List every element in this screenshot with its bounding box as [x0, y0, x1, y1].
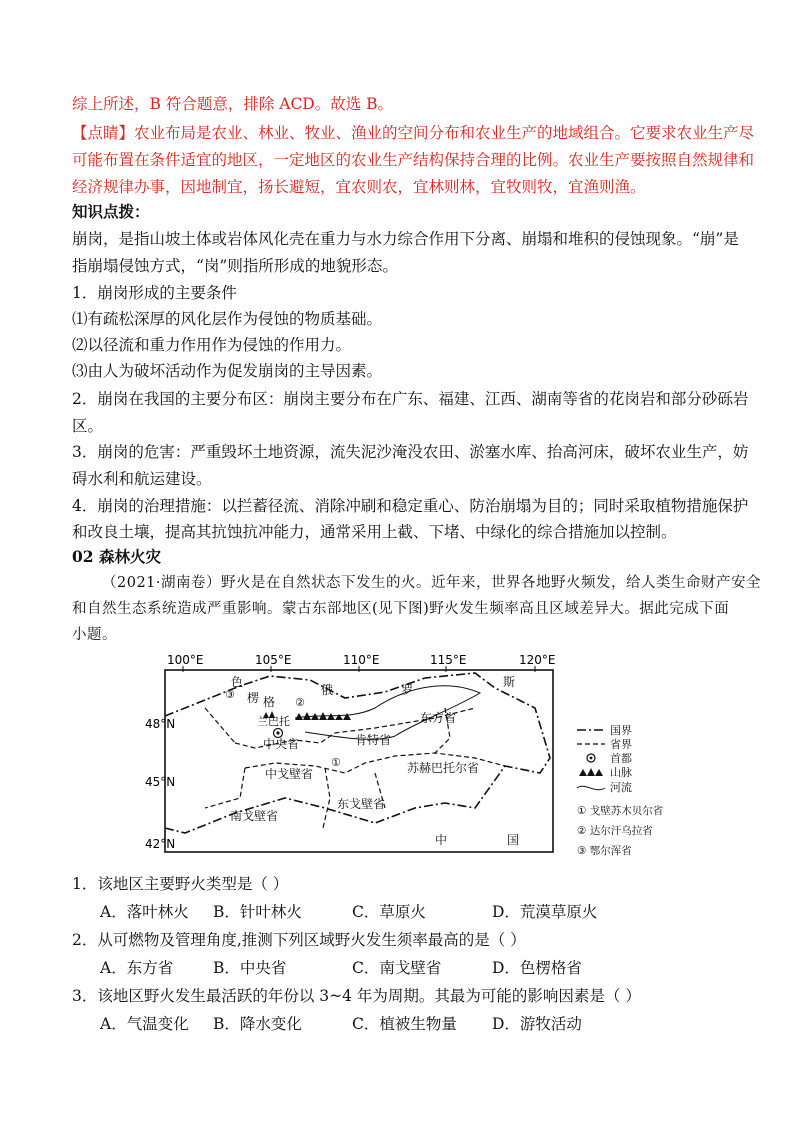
question-option[interactable]: A．落叶林火 — [100, 903, 189, 921]
question-option[interactable]: B．中央省 — [213, 959, 287, 977]
lon-label: 115°E — [430, 653, 467, 667]
question-option[interactable]: D．色楞格省 — [492, 959, 582, 977]
region-label: ① — [331, 756, 341, 769]
region-label: 斯 — [503, 675, 516, 689]
region-label: 罗 — [401, 683, 414, 697]
question-stem: 3．该地区野火发生最活跃的年份以 3~4 年为周期。其最为可能的影响因素是（ ） — [72, 987, 641, 1005]
legend-label: 省界 — [610, 738, 632, 751]
paragraph-line: 1．崩岗形成的主要条件 — [72, 284, 237, 302]
legend-label: 国界 — [610, 724, 632, 737]
question-option[interactable]: D．游牧活动 — [492, 1015, 582, 1033]
question-intro: （2021·湖南卷）野火是在自然状态下发生的火。近年来，世界各地野火频发，给人类生命财产安全 — [102, 575, 762, 591]
region-label: 格 — [263, 695, 276, 709]
question-stem: 1．该地区主要野火类型是（ ） — [72, 875, 289, 893]
river-icon — [577, 786, 605, 789]
lon-label: 120°E — [519, 653, 556, 667]
question-option[interactable]: C．草原火 — [352, 903, 426, 921]
question-option[interactable]: A．气温变化 — [100, 1015, 189, 1033]
region-label: 中 — [435, 833, 448, 847]
lat-label: 48°N — [145, 717, 176, 731]
region-label: 中戈壁省 — [265, 767, 314, 781]
legend-note: ② 达尔汗乌拉省 — [577, 825, 653, 837]
region-label: 兰巴托 — [257, 715, 290, 728]
mountain-icon — [579, 768, 603, 776]
region-label: 肯特省 — [355, 733, 392, 747]
tips-line-2: 可能布置在条件适宜的地区，一定地区的农业生产结构保持合理的比例。农业生产要按照自然规律和 — [72, 151, 755, 169]
lon-label: 105°E — [255, 653, 292, 667]
tips-line-1: 【点睛】农业布局是农业、林业、牧业、渔业的空间分布和农业生产的地域组合。它要求农业生产尽 — [72, 124, 755, 142]
lat-label: 42°N — [145, 837, 176, 851]
answer-conclusion: 综上所述，B 符合题意，排除 ACD。故选 B。 — [72, 95, 394, 113]
lon-label: 110°E — [343, 653, 380, 667]
map-legend — [577, 724, 664, 857]
legend-label: 河流 — [610, 781, 632, 794]
legend-note: ① 戈壁苏木贝尔省 — [577, 805, 664, 817]
legend-label: 山脉 — [610, 766, 632, 779]
section-heading-knowledge: 知识点拨： — [72, 202, 150, 221]
paragraph-line: ⑵以径流和重力作用作为侵蚀的作用力。 — [72, 336, 352, 354]
paragraph-line: 4．崩岗的治理措施：以拦蓄径流、消除冲刷和稳定重心、防治崩塌为目的；同时采取植物措施保护 — [72, 497, 749, 515]
paragraph-line: ⑴有疏松深厚的风化层作为侵蚀的物质基础。 — [72, 310, 383, 328]
section-heading-forest-fire: 02 森林火灾 — [72, 547, 161, 566]
paragraph-line: 指崩塌侵蚀方式，“岗”则指所形成的地貌形态。 — [72, 257, 398, 275]
paragraph-line: 碍水利和航运建设。 — [72, 470, 212, 488]
question-option[interactable]: D．荒漠草原火 — [492, 903, 598, 921]
region-label: 东戈壁省 — [337, 797, 386, 811]
region-label: 苏赫巴托尔省 — [407, 761, 480, 775]
region-label: 楞 — [247, 691, 260, 705]
region-label: 南戈壁省 — [230, 809, 279, 823]
region-label: 国 — [507, 833, 520, 847]
paragraph-line: 3．崩岗的危害：严重毁坏土地资源，流失泥沙淹没农田、淤塞水库、抬高河床，破坏农业生产，妨 — [72, 443, 749, 461]
region-label: ③ — [225, 688, 235, 701]
question-option[interactable]: B．针叶林火 — [213, 903, 302, 921]
tips-line-3: 经济规律办事，因地制宜，扬长避短，宜农则农，宜林则林，宜牧则牧，宜渔则渔。 — [72, 178, 646, 196]
region-label: 中央省 — [263, 737, 300, 751]
question-intro: 和自然生态系统造成严重影响。蒙古东部地区(见下图)野火发生频率高且区域差异大。据此完成下面 — [72, 601, 730, 617]
region-label: ② — [295, 696, 305, 709]
map-frame — [165, 670, 553, 852]
lon-label: 100°E — [167, 653, 204, 667]
question-intro: 小题。 — [72, 627, 117, 643]
question-option[interactable]: C．植被生物量 — [352, 1015, 457, 1033]
paragraph-line: 2．崩岗在我国的主要分布区：崩岗主要分布在广东、福建、江西、湖南等省的花岗岩和部分砂砾岩 — [72, 390, 749, 408]
legend-note: ③ 鄂尔浑省 — [577, 845, 632, 857]
question-option[interactable]: A．东方省 — [100, 959, 174, 977]
paragraph-line: ⑶由人为破坏活动作为促发崩岗的主导因素。 — [72, 362, 383, 380]
question-option[interactable]: C．南戈壁省 — [352, 959, 442, 977]
question-option[interactable]: B．降水变化 — [213, 1015, 302, 1033]
region-label: 色 — [231, 675, 244, 689]
region-label: 东方省 — [420, 711, 457, 725]
paragraph-line: 区。 — [72, 417, 104, 435]
legend-label: 首都 — [610, 752, 632, 765]
paragraph-line: 和改良土壤，提高其抗蚀抗冲能力，通常采用上截、下堵、中绿化的综合措施加以控制。 — [72, 523, 677, 541]
lat-label: 45°N — [145, 775, 176, 789]
question-stem: 2．从可燃物及管理角度,推测下列区域野火发生须率最高的是（ ） — [72, 931, 526, 949]
mongolia-map — [145, 648, 680, 863]
region-label: 俄 — [321, 683, 334, 697]
paragraph-line: 崩岗，是指山坡土体或岩体风化壳在重力与水力综合作用下分离、崩塌和堆积的侵蚀现象。“崩”是 — [72, 230, 739, 248]
